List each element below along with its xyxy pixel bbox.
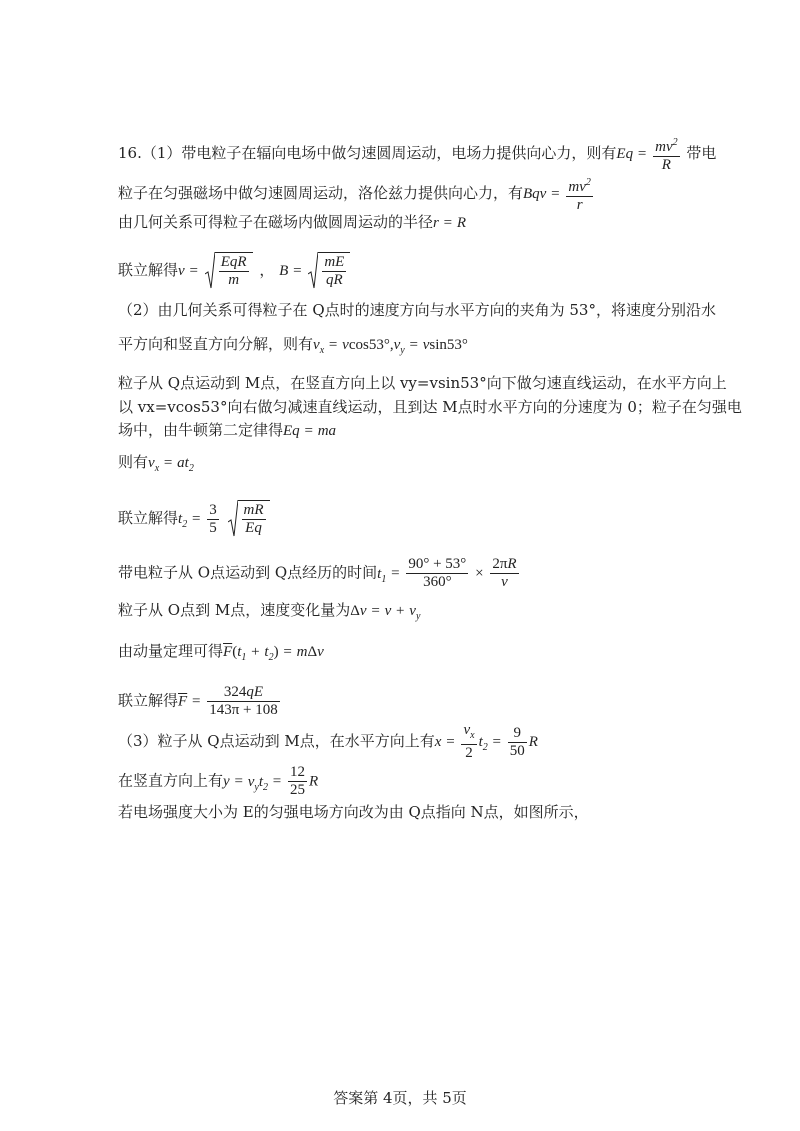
text: 粒子从 O点到 M点，速度变化量为 — [118, 601, 351, 619]
sqrt-mR-Eq: $\frac{mR}{Eq}$ — [228, 500, 270, 538]
p2-line7: 联立解得$t_2$ = $\frac{3}{5}$ $\frac{mR}{Eq}$ — [118, 500, 272, 538]
sqrt-EqR-m: $\frac{\text{EqR}}{m}$ — [205, 252, 253, 290]
p2-line5: 场中，由牛顿第二定律得Eq = ma — [118, 421, 337, 439]
p2-line4: 以 vx=vcos53°向右做匀减速直线运动，且到达 M点时水平方向的分速度为 0；粒子在匀强电 — [118, 398, 742, 416]
text: 粒子在匀强磁场中做匀速圆周运动，洛伦兹力提供向心力，有 — [118, 184, 524, 202]
p2-line3: 粒子从 Q点运动到 M点，在竖直方向上以 vy=vsin53°向下做匀速直线运动，在水平方向上 — [118, 374, 727, 392]
text: 则有 — [118, 453, 149, 471]
text: 场中，由牛顿第二定律得 — [118, 421, 284, 439]
fraction-mv2-r: $\frac{mv^2}{r}$ — [566, 174, 593, 214]
p2-line1: （2）由几何关系可得粒子在 Q点时的速度方向与水平方向的夹角为 53°，将速度分别沿水 — [118, 301, 716, 319]
text: 由动量定理可得 — [118, 642, 224, 660]
p2-line11: 联立解得$\overline{F}$ = $\frac{324qE}{143\pi + 108}$ — [118, 684, 278, 718]
p2-line10: 由动量定理可得$\overline{F}(t_1 + t_2) = m\Delta v$ — [118, 642, 324, 663]
text: 联立解得 — [118, 691, 179, 710]
p2-line9: 粒子从 O点到 M点，速度变化量为$\Delta v = v + v_y$ — [118, 601, 421, 622]
p3-line1: （3）粒子从 Q点运动到 M点，在水平方向上有x = $\frac{v_x}{2}$ $t_2$ = $\frac{9}{50}$ R — [118, 722, 538, 761]
p2-line8: 带电粒子从 O点运动到 Q点经历的时间$t_1$ = $\frac{90^\circ + 53^\circ}{360^\circ}$ × $\frac{2\pi R}{v}$ — [118, 556, 517, 590]
p2-line6: 则有$v_x = at_2$ — [118, 453, 194, 474]
fraction-mv2-R: $\frac{mv^2}{R}$ — [653, 134, 680, 174]
page-footer: 答案第 4页，共 5页 — [333, 1089, 467, 1107]
p3-line2: 在竖直方向上有$y = v_yt_2$ = $\frac{12}{25}$ R — [118, 764, 319, 798]
text: 16.（1）带电粒子在辐向电场中做匀速圆周运动，电场力提供向心力，则有 — [118, 144, 617, 162]
p1-line4: 联立解得v = $\frac{\text{EqR}}{m}$ ， B = $\frac{mE}{qR}$ — [118, 252, 352, 290]
text: 联立解得 — [118, 261, 179, 279]
p1-line3: 由几何关系可得粒子在磁场内做圆周运动的半径r = R — [118, 213, 467, 231]
p1-line1: 16.（1）带电粒子在辐向电场中做匀速圆周运动，电场力提供向心力，则有Eq = $\frac{mv^2}{R}$ 带电 — [118, 134, 716, 174]
text: （3）粒子从 Q点运动到 M点，在水平方向上有 — [118, 732, 435, 750]
formula-bqv: Bqv — [523, 186, 547, 202]
p1-line2: 粒子在匀强磁场中做匀速圆周运动，洛伦兹力提供向心力，有Bqv = $\frac{mv^2}{r}$ — [118, 174, 595, 214]
text-tail: 带电 — [686, 144, 717, 162]
text: 在竖直方向上有 — [118, 771, 224, 790]
text: 联立解得 — [118, 509, 179, 527]
p2-line2: 平方向和竖直方向分解，则有$v_x = vcos53^\circ,v_y = vsin53^\circ$ — [118, 335, 468, 356]
text: 带电粒子从 O点运动到 Q点经历的时间 — [118, 563, 378, 582]
text: 由几何关系可得粒子在磁场内做圆周运动的半径 — [118, 213, 434, 231]
formula-eq: Eq — [616, 146, 634, 162]
sqrt-mE-qR: $\frac{mE}{qR}$ — [308, 252, 350, 290]
text: 平方向和竖直方向分解，则有 — [118, 335, 314, 353]
p3-line3: 若电场强度大小为 E的匀强电场方向改为由 Q点指向 N点，如图所示， — [118, 803, 589, 821]
